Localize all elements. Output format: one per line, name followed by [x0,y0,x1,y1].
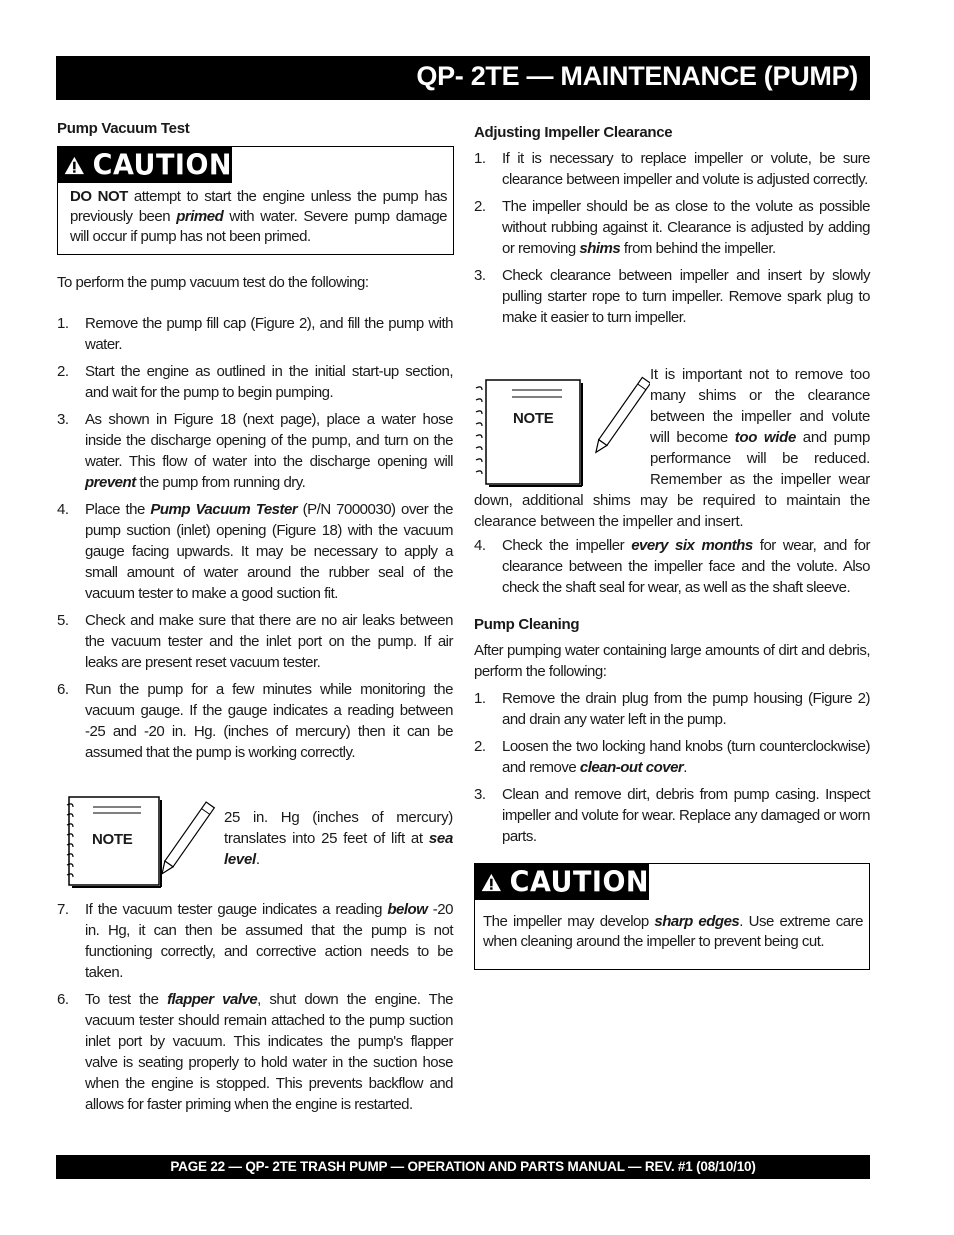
warning-triangle-icon [64,152,85,179]
warning-triangle-icon [481,869,502,896]
pump-cleaning-intro: After pumping water containing large amounts of dirt and debris, perform the following: [474,642,870,680]
note-text: It is important not to remove too many shims or the clearance between the impeller and volute will become too wide and pump performance will be reduced. Remember as the impeller wear down, additional shims may be required to maintain the clearance between the impeller and insert. [474,366,871,530]
list-item: 7. If the vacuum tester gauge indicates a reading below -20 in. Hg, it can then be assumed that the pump is not functioning correctly, and corrective action needs to be taken. [57,901,453,981]
caution-text: The impeller may develop sharp edges. Use extreme care when cleaning around the impeller to prevent being cut. [483,913,863,950]
page-header-bar [56,56,870,100]
list-item: 3. Clean and remove dirt, debris from pump casing. Inspect impeller and volute for wear. Replace any damaged or worn parts. [474,786,870,845]
left-column [57,120,453,1121]
page-title: QP- 2TE — MAINTENANCE (PUMP) [416,61,858,91]
pump-cleaning-steps [474,688,870,847]
list-item: 3. As shown in Figure 18 (next page), place a water hose inside the discharge opening of the pump, and turn on the water. This flow of water into the discharge opening will prevent the pump from running dry. [57,411,453,491]
list-item: 2. Start the engine as outlined in the initial start-up section, and wait for the pump to begin pumping. [57,363,453,401]
vacuum-test-intro: To perform the pump vacuum test do the following: [57,274,369,291]
vacuum-test-steps-continued [57,899,453,1115]
note-label: NOTE [513,410,554,427]
list-item: 2. Loosen the two locking hand knobs (turn counterclockwise) and remove clean-out cover. [474,738,870,776]
list-item: 4. Place the Pump Vacuum Tester (P/N 7000030) over the pump suction (inlet) opening (Figure 18) with the vacuum gauge facing upwards. It may be necessary to apply a small amount of water around the rubber seal of the vacuum tester to make a good suction fit. [57,501,454,602]
footer-text: PAGE 22 — QP- 2TE TRASH PUMP — OPERATION AND PARTS MANUAL — REV. #1 (08/10/10) [170,1159,756,1174]
page-footer-bar [56,1155,870,1179]
caution-banner [475,864,649,900]
list-item: 1. Remove the pump fill cap (Figure 2), and fill the pump with water. [57,315,453,353]
note-block-shims [474,364,871,530]
list-item: 1. If it is necessary to replace impeller or volute, be sure clearance between impeller and volute is adjusted correctly. [474,150,870,188]
caution-text: DO NOT attempt to start the engine unless the pump has previously been primed with water. Severe pump damage will occur if pump has not been primed. [70,188,448,245]
list-item: 6. To test the flapper valve, shut down the engine. The vacuum tester should remain attached to the pump suction inlet port by vacuum. This indicates the pump's flapper valve is seating properly to hold water in the suction hose when the engine is stopped. This prevents backflow and allows for faster priming when the engine is restarted. [57,991,453,1113]
note-block-vacuum [57,793,453,889]
notepad-icon [57,793,217,889]
caution-box-priming [57,146,454,255]
vacuum-test-steps [57,313,453,763]
caution-label: CAUTION [509,865,649,899]
caution-box-sharp-edges [474,863,870,970]
list-item: 3. Check clearance between impeller and insert by slowly pulling starter rope to turn impeller. Remove spark plug to make it easier to turn impeller. [474,267,870,326]
impeller-clearance-steps [474,148,870,328]
impeller-inspection-step [474,535,870,598]
list-item: 1. Remove the drain plug from the pump housing (Figure 2) and drain any water left in the pump. [474,690,870,728]
section-heading-pump-vacuum-test: Pump Vacuum Test [57,120,190,137]
list-item: 2. The impeller should be as close to the volute as possible without rubbing against it. Clearance is adjusted by adding or removing shims from behind the impeller. [474,198,870,257]
note-text: 25 in. Hg (inches of mercury) translates into 25 feet of lift at sea level. [224,809,453,868]
caution-banner [58,147,232,183]
caution-label: CAUTION [92,148,232,182]
right-column [474,124,870,970]
list-item: 4. Check the impeller every six months for wear, and for clearance between the impeller face and the volute. Also check the shaft seal for wear, as well as the shaft sleeve. [474,537,871,596]
section-heading-impeller-clearance: Adjusting Impeller Clearance [474,124,673,141]
list-item: 6. Run the pump for a few minutes while monitoring the vacuum gauge. If the gauge indicates a reading between -25 and -20 in. Hg. (inches of mercury) then it can be assumed that the pump is working correctly. [57,681,453,761]
list-item: 5. Check and make sure that there are no air leaks between the vacuum tester and the inlet port on the pump. If air leaks are present reset vacuum tester. [57,612,453,671]
note-label: NOTE [92,831,133,848]
section-heading-pump-cleaning: Pump Cleaning [474,616,580,633]
